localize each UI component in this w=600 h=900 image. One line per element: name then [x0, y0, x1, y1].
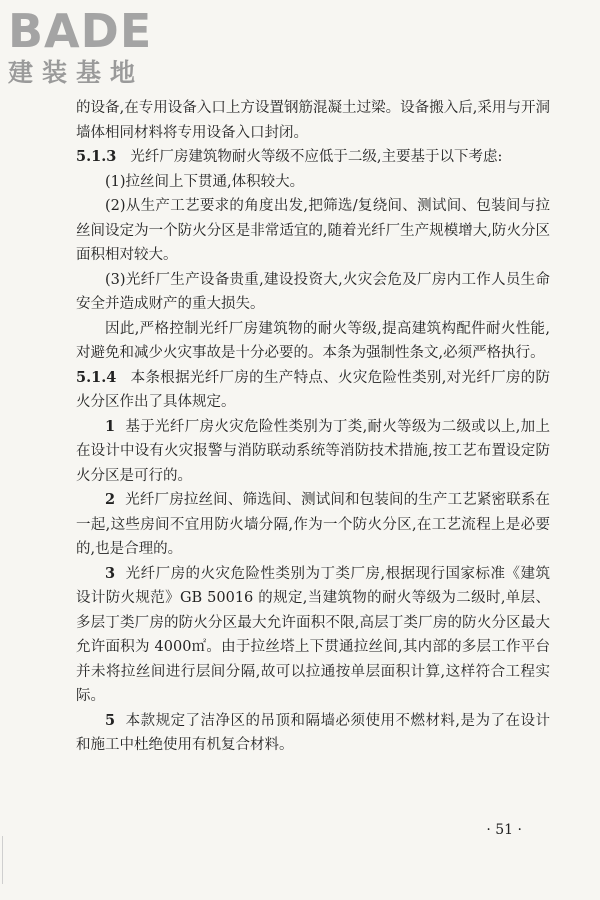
section-5-1-4: [76, 366, 550, 415]
clause-text: 基于光纤厂房火灾危险性类别为丁类,耐火等级为二级或以上,加上在设计中设有火灾报警与消防联动系统等消防技术措施,按工艺布置设定防火分区是可行的。: [76, 418, 550, 484]
clause-number: 2: [105, 491, 116, 508]
section-number: 5.1.4: [76, 368, 117, 386]
section-text: 本条根据光纤厂房的生产特点、火灾危险性类别,对光纤厂房的防火分区作出了具体规定。: [76, 369, 550, 410]
clause-text: 光纤厂房拉丝间、筛选间、测试间和包装间的生产工艺紧密联系在一起,这些房间不宜用防火墙分隔,作为一个防火分区,在工艺流程上是必要的,也是合理的。: [76, 492, 550, 557]
document-body: [76, 96, 550, 758]
logo: [8, 6, 183, 88]
paragraph-conclusion: 因此,严格控制光纤厂房建筑物的耐火等级,提高建筑构配件耐火性能,对避免和减少火灾事故是十分必要的。本条为强制性条文,必须严格执行。: [76, 320, 550, 361]
clause-number: 3: [105, 564, 116, 582]
page-number: · 51 ·: [486, 822, 522, 838]
logo-subtitle: 建装基地: [8, 58, 145, 87]
clause-number: 1: [105, 417, 116, 435]
logo-wordmark: BADE: [8, 4, 153, 58]
paragraph-continuation: 的设备,在专用设备入口上方设置钢筋混凝土过梁。设备搬入后,采用与开洞墙体相同材料将专用设备入口封闭。: [76, 100, 550, 141]
section-5-1-3: [76, 145, 550, 170]
clause-3: [76, 562, 550, 709]
clause-text: 光纤厂房的火灾危险性类别为丁类厂房,根据现行国家标准《建筑设计防火规范》GB 50016 的规定,当建筑物的耐火等级为二级时,单层、多层丁类厂房的防火分区最大允许面积不限,高层丁类厂房的防火分区最大允许面积为 4000㎡。由于拉丝塔上下贯通拉丝间,其内部的多层工作平台并未将拉丝间进行层间分隔,故可以拉通按单层面积计算,这样符合工程实际。: [76, 565, 550, 704]
clause-text: 本款规定了洁净区的吊顶和隔墙必须使用不燃材料,是为了在设计和施工中杜绝使用有机复合材料。: [76, 712, 550, 753]
margin-rule: [2, 836, 3, 884]
clause-number: 5: [105, 711, 116, 729]
list-item-2: (2)从生产工艺要求的角度出发,把筛选/复绕间、测试间、包装间与拉丝间设定为一个防火分区是非常适宜的,随着光纤厂生产规模增大,防火分区面积相对较大。: [76, 198, 550, 263]
clause-2: [76, 488, 550, 562]
list-item-3: (3)光纤厂生产设备贵重,建设投资大,火灾会危及厂房内工作人员生命安全并造成财产的重大损失。: [76, 271, 550, 312]
section-number: 5.1.3: [76, 148, 117, 165]
section-text: 光纤厂房建筑物耐火等级不应低于二级,主要基于以下考虑:: [130, 149, 503, 165]
list-item-1: (1)拉丝间上下贯通,体积较大。: [105, 173, 305, 190]
clause-1: [76, 415, 550, 489]
clause-5: [76, 709, 550, 758]
